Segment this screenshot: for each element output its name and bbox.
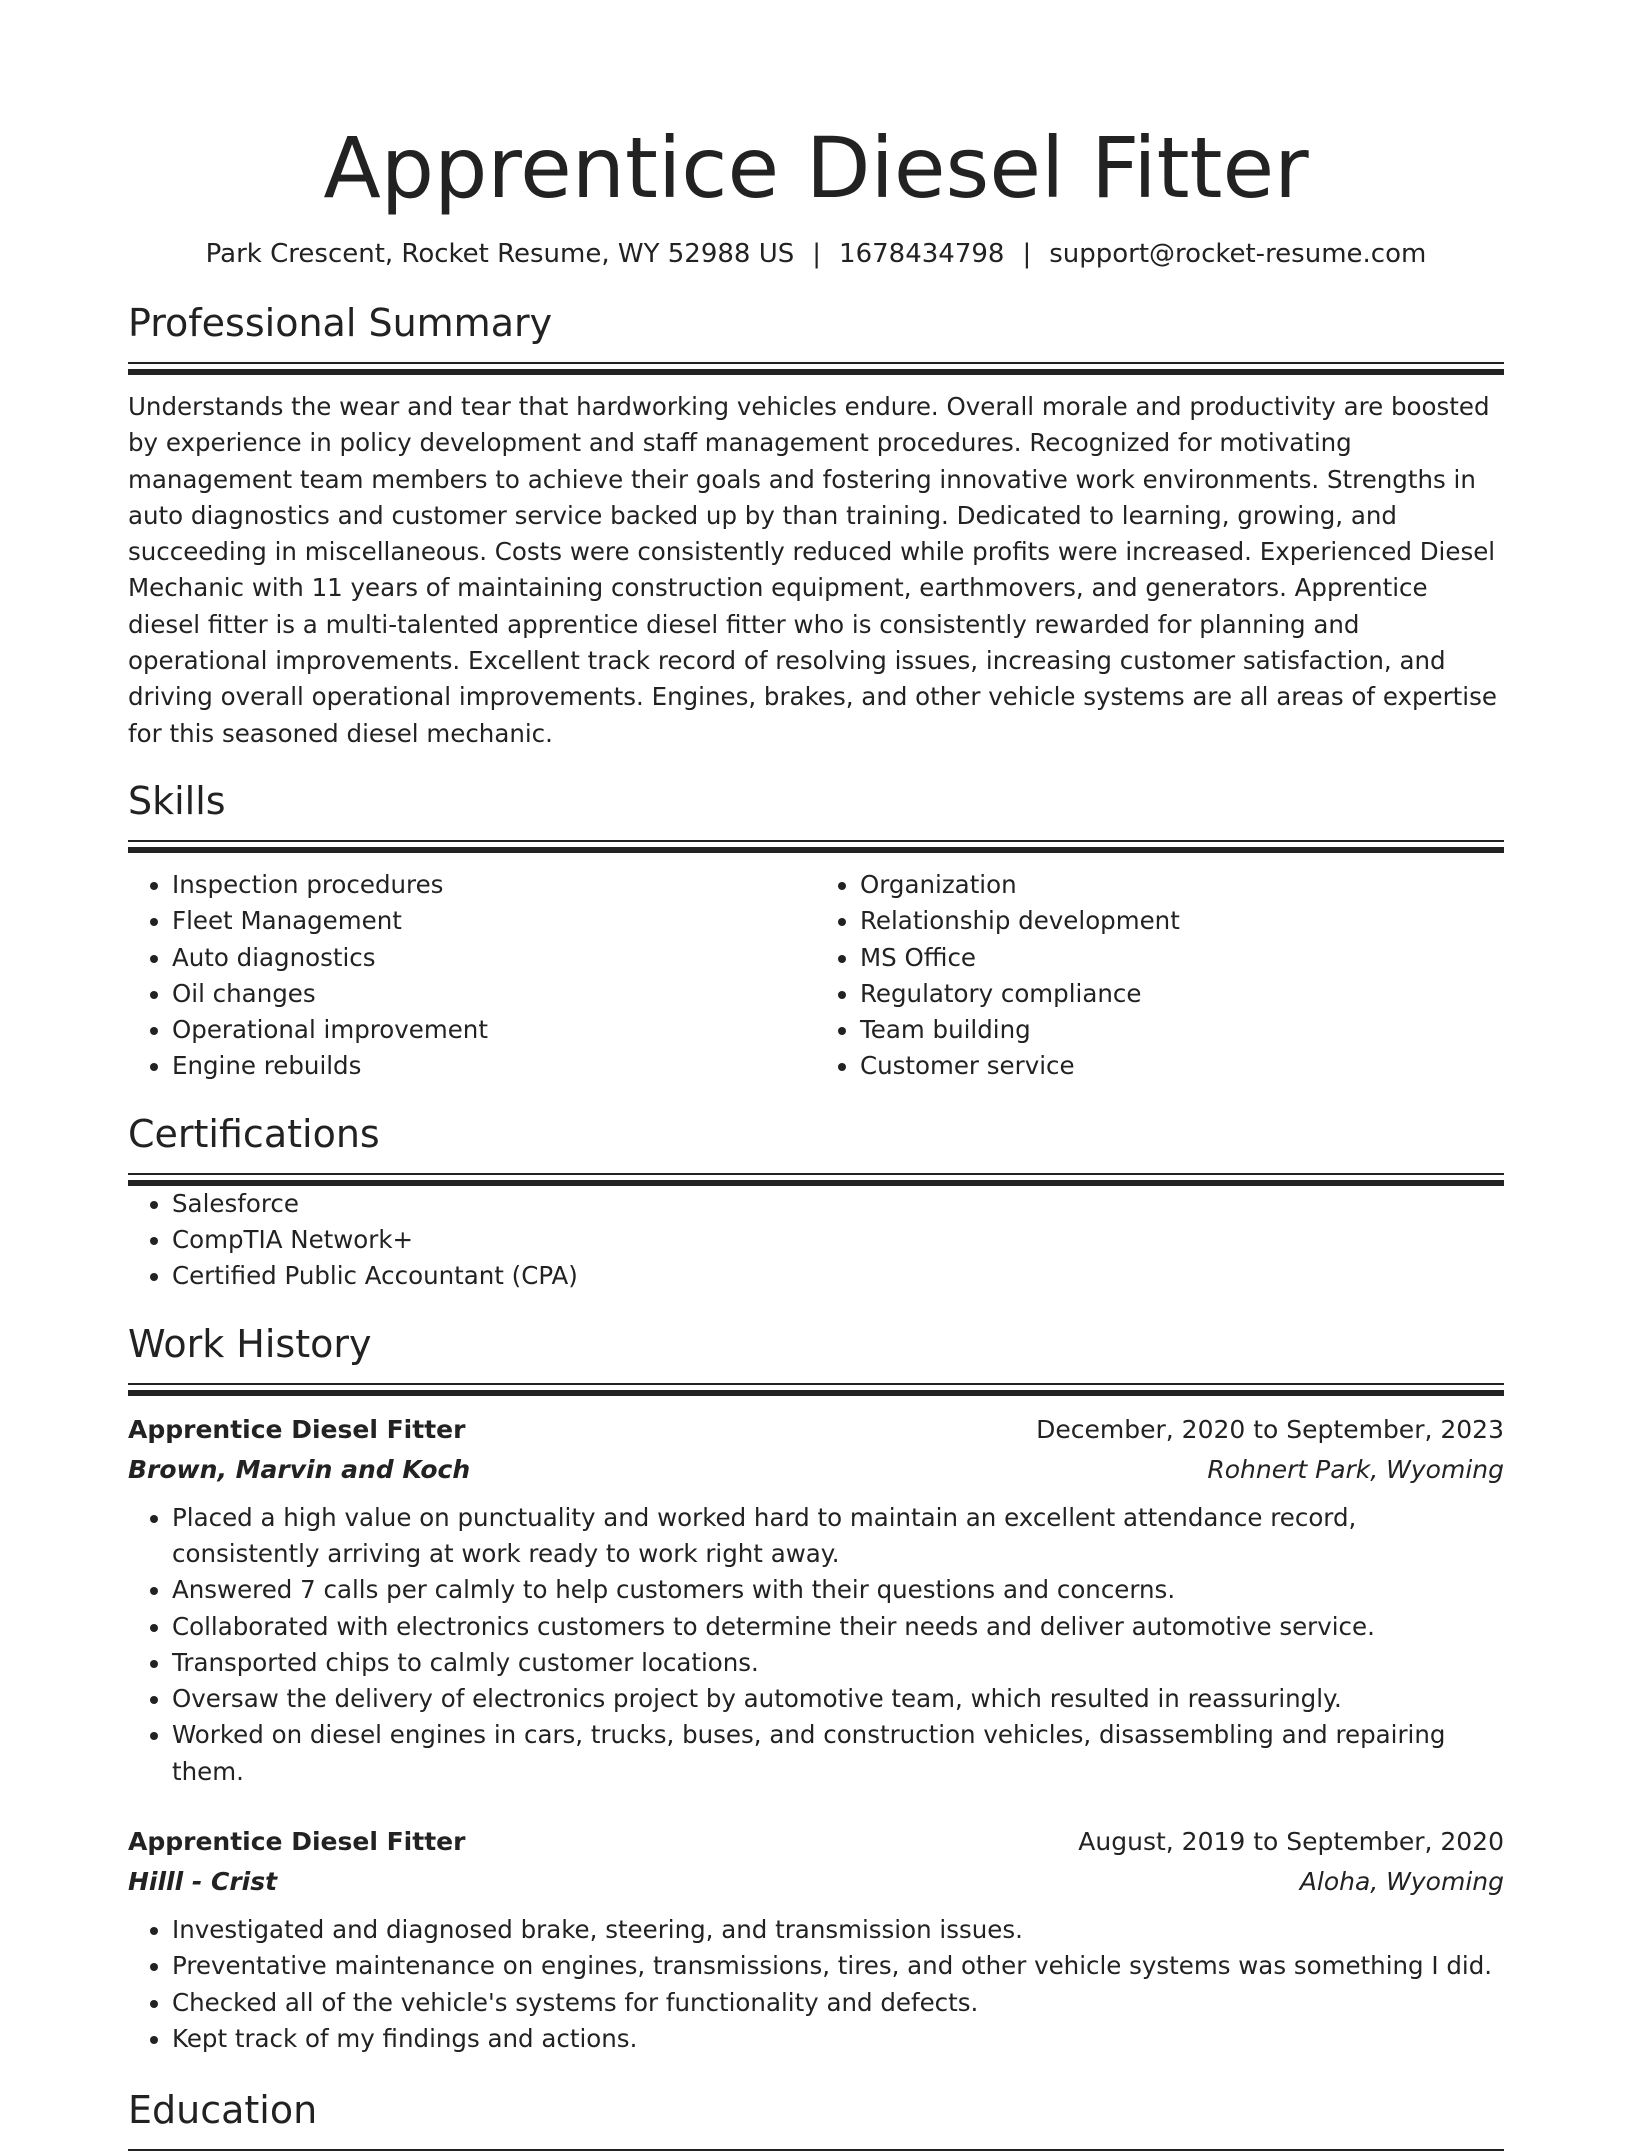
section-divider-thick	[128, 847, 1504, 853]
job-bullet: • Collaborated with electronics customers to determine their needs and deliver automotive service.	[172, 1609, 1504, 1645]
skill-item: • Organization	[860, 867, 1504, 903]
job-company: Hilll - Crist	[128, 1867, 278, 1897]
contact-phone: 1678434798	[839, 239, 1005, 269]
skill-item: • Auto diagnostics	[172, 940, 816, 976]
job-bullets	[128, 1912, 1504, 2057]
skill-item: • Relationship development	[860, 903, 1504, 939]
job-header-row	[128, 1410, 1504, 1450]
skills-list-right	[816, 867, 1504, 1085]
section-title-summary: Professional Summary	[128, 301, 553, 345]
certification-item: • Salesforce	[172, 1186, 1504, 1222]
job-company: Brown, Marvin and Koch	[128, 1454, 471, 1484]
skills-list-left	[128, 867, 816, 1085]
job-entry	[128, 1822, 1504, 2057]
job-bullet: • Placed a high value on punctuality and worked hard to maintain an excellent attendance record, consistently arriving at work ready to work right away.	[172, 1500, 1504, 1573]
job-location: Rohnert Park, Wyoming	[1207, 1454, 1504, 1484]
section-title-certifications: Certifications	[128, 1111, 380, 1156]
certifications-list	[128, 1186, 1504, 1295]
skill-item: • Inspection procedures	[172, 867, 816, 903]
section-divider-thin	[128, 1173, 1504, 1175]
skill-item: • MS Office	[860, 940, 1504, 976]
skill-item: • Fleet Management	[172, 903, 816, 939]
job-company-row	[128, 1862, 1504, 1902]
section-title-work-history: Work History	[128, 1321, 372, 1366]
certification-item: • Certified Public Accountant (CPA)	[172, 1258, 1504, 1294]
skill-item: • Engine rebuilds	[172, 1048, 816, 1084]
job-header-row	[128, 1822, 1504, 1862]
job-dates: December, 2020 to September, 2023	[1036, 1414, 1504, 1444]
job-title: Apprentice Diesel Fitter	[128, 1414, 466, 1444]
job-bullet: • Kept track of my findings and actions.	[172, 2021, 1504, 2057]
job-bullet: • Oversaw the delivery of electronics project by automotive team, which resulted in reassuringly.	[172, 1681, 1504, 1717]
contact-address: Park Crescent, Rocket Resume, WY 52988 US	[205, 239, 795, 269]
section-title-skills: Skills	[128, 778, 226, 823]
skills-grid	[128, 867, 1504, 1085]
education-section	[128, 2085, 1504, 2151]
job-bullet: • Worked on diesel engines in cars, trucks, buses, and construction vehicles, disassembling and repairing them.	[172, 1717, 1504, 1790]
summary-section	[128, 298, 1504, 752]
job-company-row	[128, 1450, 1504, 1490]
job-title: Apprentice Diesel Fitter	[128, 1827, 466, 1857]
skills-column-right	[816, 867, 1504, 1085]
skills-column-left	[128, 867, 816, 1085]
work-history-section	[128, 1319, 1504, 2058]
section-divider-thin	[128, 1383, 1504, 1385]
skill-item: • Operational improvement	[172, 1012, 816, 1048]
section-divider-thick	[128, 369, 1504, 375]
job-bullet: • Answered 7 calls per calmly to help customers with their questions and concerns.	[172, 1572, 1504, 1608]
summary-text: Understands the wear and tear that hardworking vehicles endure. Overall morale and productivity are boosted by experience in policy development and staff management procedures. Recognized for motivating management team members to achieve their goals and fostering innovative work environments. Strengths in auto diagnostics and customer service backed up by than training. Dedicated to learning, growing, and succeeding in miscellaneous. Costs were consistently reduced while profits were increased. Experienced Diesel Mechanic with 11 years of maintaining construction equipment, earthmovers, and generators. Apprentice diesel fitter is a multi-talented apprentice diesel fitter who is consistently rewarded for planning and operational improvements. Excellent track record of resolving issues, increasing customer satisfaction, and driving overall operational improvements. Engines, brakes, and other vehicle systems are all areas of expertise for this seasoned diesel mechanic.	[128, 392, 1497, 748]
skill-item: • Team building	[860, 1012, 1504, 1048]
job-bullets	[128, 1500, 1504, 1790]
skills-section	[128, 776, 1504, 1085]
skill-item: • Regulatory compliance	[860, 976, 1504, 1012]
job-bullet: • Investigated and diagnosed brake, steering, and transmission issues.	[172, 1912, 1504, 1948]
job-dates: August, 2019 to September, 2020	[1078, 1827, 1504, 1857]
contact-email: support@rocket-resume.com	[1049, 239, 1427, 269]
job-bullet: • Preventative maintenance on engines, transmissions, tires, and other vehicle systems was something I did.	[172, 1948, 1504, 1984]
skill-item: • Customer service	[860, 1048, 1504, 1084]
section-divider-thin	[128, 362, 1504, 364]
section-divider-thin	[128, 840, 1504, 842]
candidate-name: Apprentice Diesel Fitter	[323, 119, 1309, 217]
job-bullet: • Checked all of the vehicle's systems for functionality and defects.	[172, 1985, 1504, 2021]
contact-line	[128, 236, 1504, 272]
contact-separator: |	[812, 239, 822, 269]
job-location: Aloha, Wyoming	[1299, 1867, 1504, 1897]
contact-separator: |	[1022, 239, 1032, 269]
section-title-education: Education	[128, 2088, 318, 2133]
job-entry	[128, 1410, 1504, 1790]
resume-content	[128, 118, 1504, 2151]
skill-item: • Oil changes	[172, 976, 816, 1012]
certification-item: • CompTIA Network+	[172, 1222, 1504, 1258]
job-bullet: • Transported chips to calmly customer locations.	[172, 1645, 1504, 1681]
certifications-section	[128, 1109, 1504, 1295]
section-divider-thick	[128, 1390, 1504, 1396]
